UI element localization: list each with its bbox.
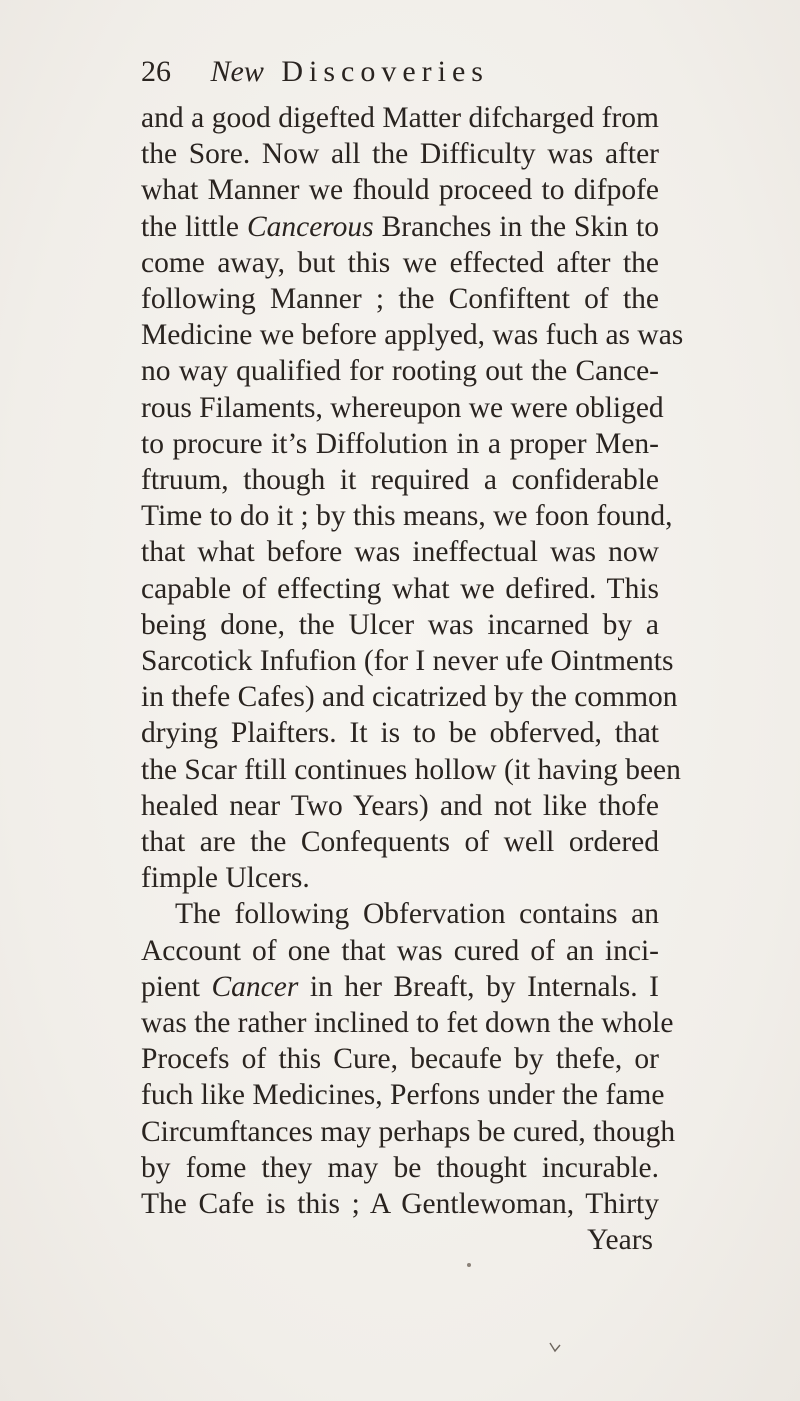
text-line: following Manner ; the Confiftent of the	[141, 283, 659, 316]
text-line: rous Filaments, whereupon we were obliged	[141, 391, 664, 424]
text-line: was the rather inclined to fet down the whole	[141, 1007, 674, 1040]
text-line: The following Obfervation contains an	[175, 898, 659, 931]
text-line-start: the little	[141, 210, 247, 243]
text-line: by fome they may be thought incurable.	[141, 1151, 659, 1184]
running-head-title: Discoveries	[281, 55, 489, 88]
text-line: come away, but this we effected after the	[141, 246, 659, 279]
page-number: 26	[141, 55, 171, 88]
text-line: being done, the Ulcer was incarned by a	[141, 608, 659, 641]
text-line: Sarcotick Infufion (for I never ufe Ointments	[141, 645, 674, 678]
text-line: Account of one that was cured of an inci-	[141, 934, 659, 967]
text-line: healed near Two Years) and not like thofe	[141, 789, 659, 822]
text-line: that are the Confequents of well ordered	[141, 826, 659, 859]
text-line: what Manner we fhould proceed to difpofe	[141, 174, 659, 207]
italic-word: Cancer	[211, 970, 299, 1003]
text-line-start: pient	[141, 970, 212, 1003]
text-line	[141, 209, 659, 245]
text-line: Time to do it ; by this means, we foon found,	[141, 500, 673, 533]
text-line: that what before was ineffectual was now	[141, 536, 659, 569]
text-line-end: Branches in the Skin to	[373, 210, 659, 243]
body-text	[141, 100, 684, 1259]
ink-mark-icon	[548, 1340, 562, 1354]
running-header	[141, 50, 661, 94]
text-line: ftruum, though it required a confiderable	[141, 464, 659, 497]
catchword: Years	[587, 1224, 653, 1257]
text-line: capable of effecting what we defired. This	[141, 572, 659, 605]
text-line: Medicine we before applyed, was fuch as was	[141, 319, 684, 352]
text-line: to procure it’s Diffolution in a proper Men-	[141, 427, 659, 460]
text-line: fimple Ulcers.	[141, 862, 310, 895]
ink-dot-icon	[466, 1262, 472, 1268]
text-line: and a good digefted Matter difcharged from	[141, 102, 659, 134]
text-line-end: in her Breaft, by Internals. I	[298, 970, 659, 1003]
text-line: the Scar ftill continues hollow (it having been	[141, 753, 681, 786]
text-line	[141, 969, 659, 1005]
text-line: Circumftances may perhaps be cured, though	[141, 1115, 676, 1148]
text-line: The Cafe is this ; A Gentlewoman, Thirty	[141, 1188, 659, 1221]
text-line: fuch like Medicines, Perfons under the fame	[141, 1079, 665, 1112]
text-line: drying Plaifters. It is to be obferved, that	[141, 717, 659, 750]
running-head-italic: New	[210, 55, 264, 88]
text-line: in thefe Cafes) and cicatrized by the common	[141, 681, 678, 714]
text-line: the Sore. Now all the Difficulty was after	[141, 138, 659, 171]
text-line: no way qualified for rooting out the Cance-	[141, 355, 659, 388]
text-line: Procefs of this Cure, becaufe by thefe, or	[141, 1043, 659, 1076]
italic-word: Cancerous	[246, 210, 374, 243]
